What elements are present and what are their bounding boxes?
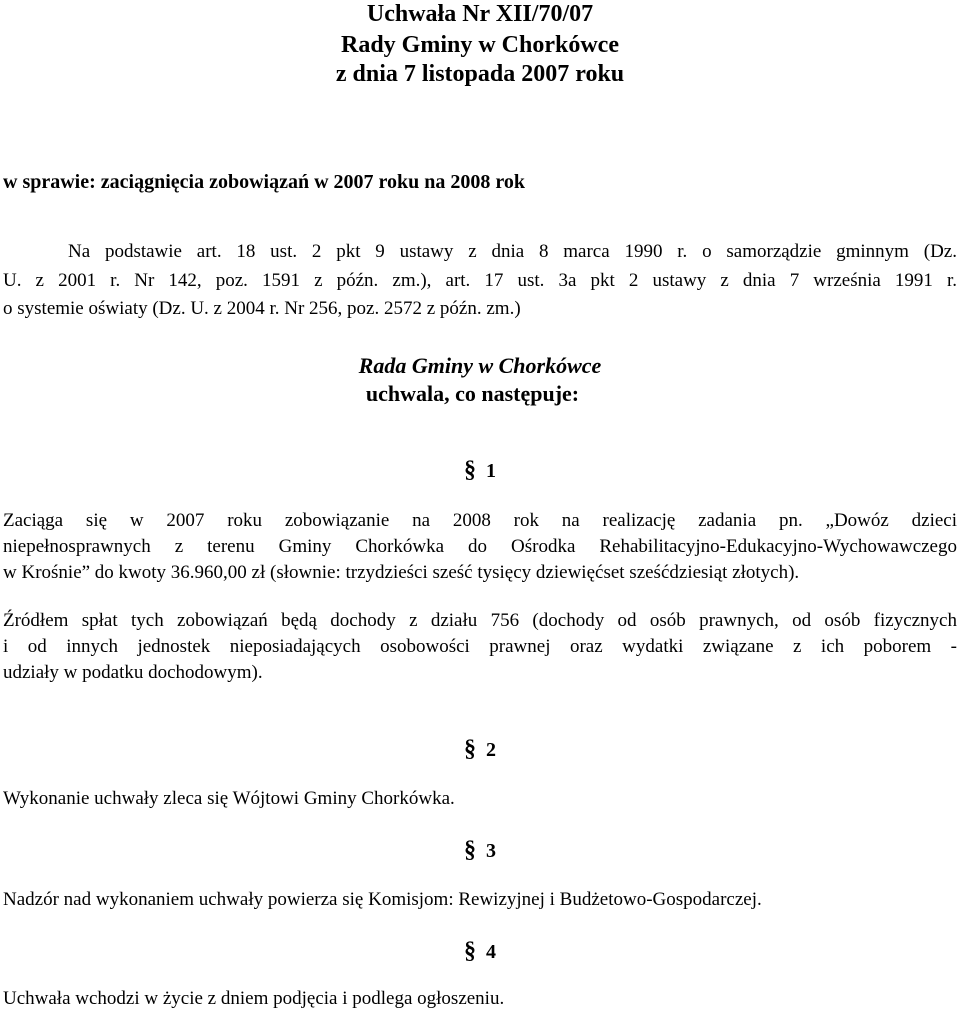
paragraph-sign-icon: § bbox=[464, 736, 476, 762]
section-1-line-1: Zaciąga się w 2007 roku zobowiązanie na 2008 rok na realizację zadania pn. „Dowóz dzieci bbox=[3, 510, 957, 531]
section-number: 1 bbox=[486, 460, 496, 482]
section-2-text: Wykonanie uchwały zleca się Wójtowi Gminy Chorkówka. bbox=[3, 788, 455, 809]
section-1-source-line-1: Źródłem spłat tych zobowiązań będą dochody z działu 756 (dochody od osób prawnych, od osób fizycznych bbox=[3, 610, 957, 631]
section-3-heading bbox=[0, 838, 960, 862]
resolution-date: z dnia 7 listopada 2007 roku bbox=[335, 61, 625, 87]
section-3-text: Nadzór nad wykonaniem uchwały powierza się Komisjom: Rewizyjnej i Budżetowo-Gospodarczej. bbox=[3, 889, 762, 910]
section-number: 2 bbox=[486, 739, 496, 761]
paragraph-sign-icon: § bbox=[464, 837, 476, 863]
section-1-source-line-3: udziały w podatku dochodowym). bbox=[3, 662, 263, 683]
section-4-text: Uchwała wchodzi w życie z dniem podjęcia i podlega ogłoszeniu. bbox=[3, 988, 505, 1009]
section-number: 4 bbox=[486, 941, 496, 963]
legal-basis-line-1: Na podstawie art. 18 ust. 2 pkt 9 ustawy z dnia 8 marca 1990 r. o samorządzie gminnym (Dz. bbox=[68, 241, 957, 262]
resolution-number: Uchwała Nr XII/70/07 bbox=[366, 1, 594, 27]
resolution-subject: w sprawie: zaciągnięcia zobowiązań w 2007 roku na 2008 rok bbox=[3, 171, 526, 193]
section-1-heading bbox=[0, 458, 960, 482]
section-1-line-2: niepełnosprawnych z terenu Gminy Chorkówka do Ośrodka Rehabilitacyjno-Edukacyjno-Wychowawczego bbox=[3, 536, 957, 557]
section-1-source-line-2: i od innych jednostek nieposiadających osobowości prawnej oraz wydatki związane z ich poborem - bbox=[3, 636, 957, 657]
paragraph-sign-icon: § bbox=[464, 938, 476, 964]
section-number: 3 bbox=[486, 840, 496, 862]
section-4-heading bbox=[0, 939, 960, 963]
section-2-heading bbox=[0, 737, 960, 761]
resolves-heading: uchwala, co następuje: bbox=[365, 381, 580, 406]
section-1-line-3: w Krośnie” do kwoty 36.960,00 zł (słownie: trzydzieści sześć tysięcy dziewięćset sześćdziesiąt złotych). bbox=[3, 562, 800, 583]
paragraph-sign-icon: § bbox=[464, 457, 476, 483]
council-name-heading: Rady Gminy w Chorkówce bbox=[340, 32, 619, 58]
legal-basis-line-3: o systemie oświaty (Dz. U. z 2004 r. Nr 256, poz. 2572 z późn. zm.) bbox=[3, 298, 521, 319]
council-intro: Rada Gminy w Chorkówce bbox=[358, 353, 602, 378]
legal-basis-line-2: U. z 2001 r. Nr 142, poz. 1591 z późn. zm.), art. 17 ust. 3a pkt 2 ustawy z dnia 7 września 1991 r. bbox=[3, 270, 957, 291]
